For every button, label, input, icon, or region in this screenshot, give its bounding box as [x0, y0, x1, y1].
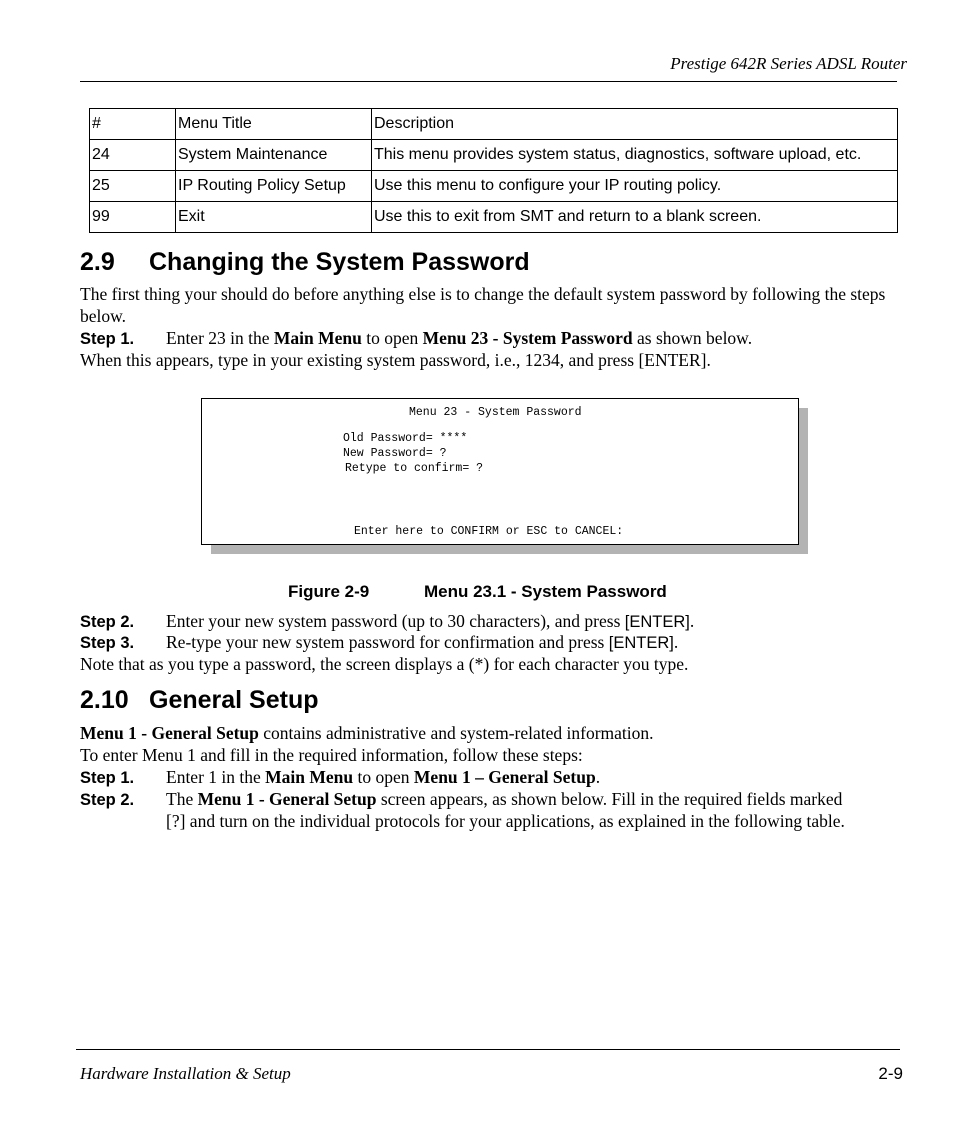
- table-cell: 25: [90, 171, 176, 202]
- step-text: .: [673, 632, 679, 652]
- step-label: Step 2.: [80, 613, 135, 631]
- general-step-2-continuation: [?] and turn on the individual protocols for your applications, as explained in the following table.: [166, 811, 845, 831]
- enter-key-text: [ENTER]: [624, 613, 690, 631]
- old-password-field: Old Password= ****: [343, 432, 468, 445]
- general-setup-paragraph: [80, 722, 910, 744]
- enter-key-text: [ENTER]: [608, 634, 674, 652]
- step-label: Step 2.: [80, 791, 135, 809]
- step-text: Re-type your new system password for confirmation and press: [166, 632, 609, 652]
- table-cell: Use this menu to configure your IP routing policy.: [372, 171, 898, 202]
- step-2-paragraph: [80, 610, 910, 633]
- terminal-title: Menu 23 - System Password: [409, 406, 582, 419]
- step-bold-text: Main Menu: [273, 328, 362, 348]
- figure-caption: [288, 582, 667, 602]
- step-text: to open: [353, 767, 414, 787]
- paragraph-text: contains administrative and system-related information.: [258, 723, 654, 743]
- table-cell: System Maintenance: [176, 140, 372, 171]
- step-text: as shown below.: [632, 328, 753, 348]
- header-rule: [80, 81, 897, 82]
- step-text: Enter 23 in the: [166, 328, 274, 348]
- column-header: Menu Title: [176, 109, 372, 140]
- menu-table: [89, 108, 898, 233]
- step-label: Step 3.: [80, 634, 135, 652]
- step-bold-text: Menu 1 - General Setup: [197, 789, 377, 809]
- footer-title: Hardware Installation & Setup: [80, 1064, 291, 1083]
- step-bold-text: Main Menu: [265, 767, 354, 787]
- table-row: [90, 202, 898, 233]
- intro-paragraph: The first thing your should do before anything else is to change the default system password by following the steps below.: [80, 284, 886, 326]
- running-header: Prestige 642R Series ADSL Router: [670, 54, 907, 73]
- step-1-paragraph: [80, 327, 910, 350]
- step-3-paragraph: [80, 631, 910, 654]
- step-label: Step 1.: [80, 330, 135, 348]
- section-number: 2.9: [80, 248, 115, 276]
- new-password-field: New Password= ?: [343, 447, 447, 460]
- step-text: screen appears, as shown below. Fill in the required fields marked: [376, 789, 843, 809]
- table-row: [90, 140, 898, 171]
- step-text: .: [595, 767, 601, 787]
- step-text: .: [689, 611, 695, 631]
- note-paragraph: Note that as you type a password, the screen displays a (*) for each character you type.: [80, 654, 689, 674]
- section-heading-2-10: [80, 686, 319, 715]
- table-cell: This menu provides system status, diagnostics, software upload, etc.: [372, 140, 898, 171]
- table-cell: 99: [90, 202, 176, 233]
- step-text: to open: [361, 328, 423, 348]
- instruction-paragraph: When this appears, type in your existing system password, i.e., 1234, and press [ENTER].: [80, 350, 711, 370]
- section-title: General Setup: [149, 686, 319, 714]
- terminal-screen: [201, 398, 799, 545]
- step-bold-text: Menu 23 - System Password: [422, 328, 633, 348]
- section-number: 2.10: [80, 686, 129, 714]
- table-cell: 24: [90, 140, 176, 171]
- table-cell: Use this to exit from SMT and return to a blank screen.: [372, 202, 898, 233]
- table-cell: IP Routing Policy Setup: [176, 171, 372, 202]
- general-step-2-paragraph: [80, 788, 910, 811]
- figure-number: Figure 2-9: [288, 582, 370, 601]
- table-cell: Exit: [176, 202, 372, 233]
- enter-menu-paragraph: To enter Menu 1 and fill in the required information, follow these steps:: [80, 745, 583, 765]
- section-title: Changing the System Password: [149, 248, 530, 276]
- step-bold-text: Menu 1 – General Setup: [413, 767, 596, 787]
- retype-password-field: Retype to confirm= ?: [345, 462, 484, 475]
- step-text: Enter 1 in the: [166, 767, 266, 787]
- column-header: Description: [372, 109, 898, 140]
- step-text: Enter your new system password (up to 30 characters), and press: [166, 611, 625, 631]
- column-header: #: [90, 109, 176, 140]
- page-number: 2-9: [878, 1064, 903, 1083]
- section-heading-2-9: [80, 248, 530, 277]
- general-step-1-paragraph: [80, 766, 910, 789]
- footer-rule: [76, 1049, 900, 1050]
- table-header-row: [90, 109, 898, 140]
- table-row: [90, 171, 898, 202]
- figure-title: Menu 23.1 - System Password: [424, 582, 667, 601]
- step-label: Step 1.: [80, 769, 135, 787]
- step-text: The: [166, 789, 198, 809]
- confirm-prompt: Enter here to CONFIRM or ESC to CANCEL:: [354, 525, 624, 538]
- bold-text: Menu 1 - General Setup: [80, 723, 259, 743]
